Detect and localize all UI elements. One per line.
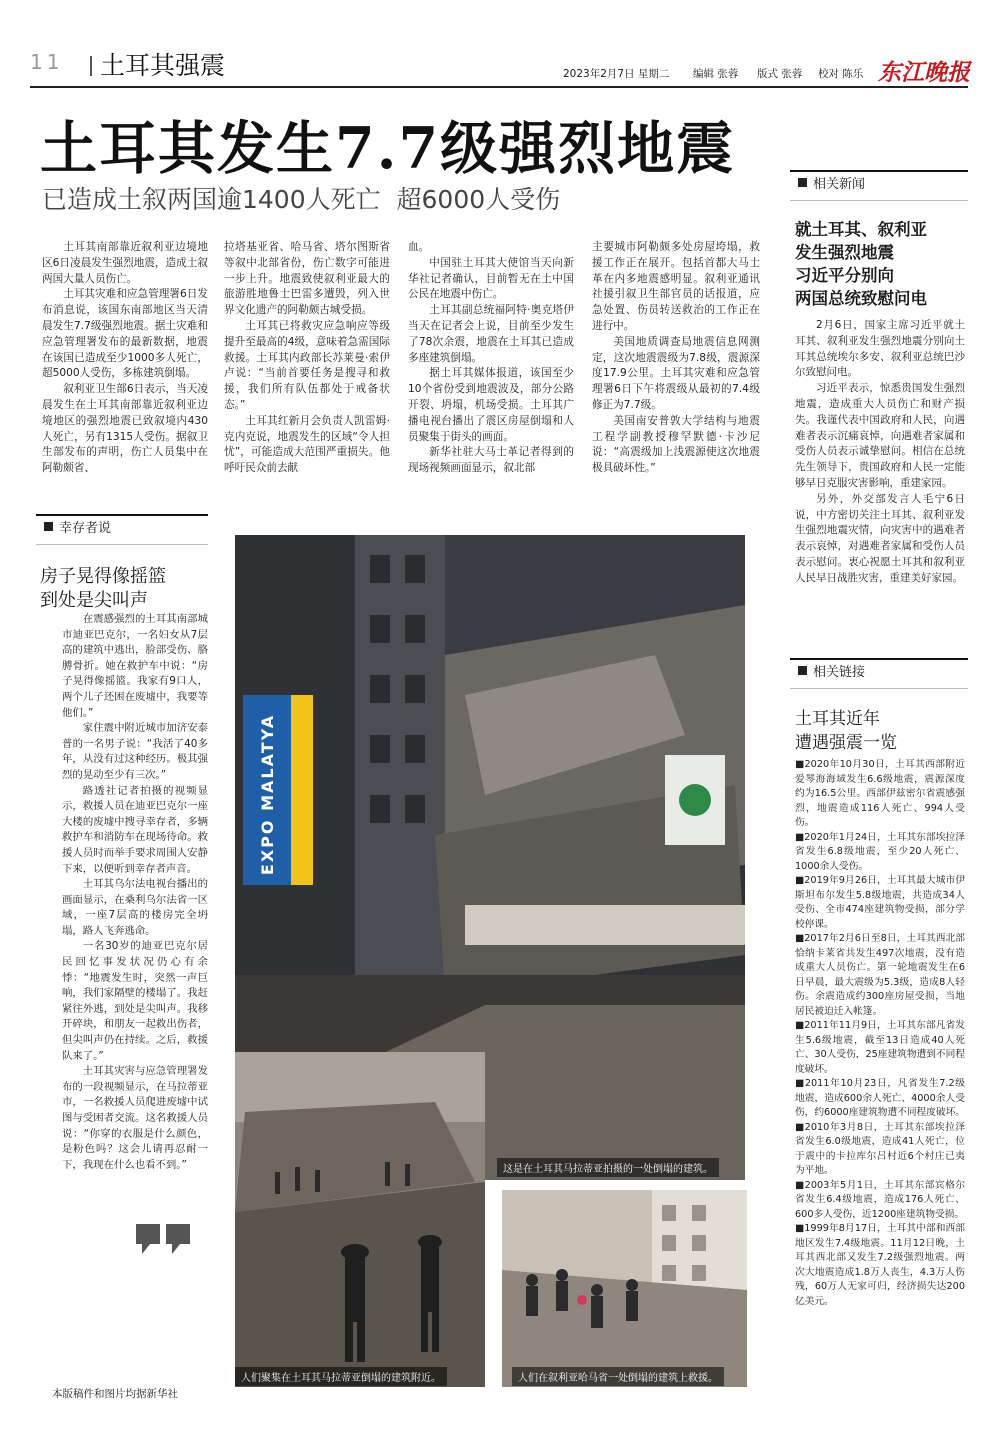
related-links-headline-1: 土耳其近年 [795, 709, 880, 729]
article-paragraph: 在震感强烈的土耳其南部城市迪亚巴克尔，一名妇女从7层高的建筑中逃出，脸部受伤、胳膊骨折。她在救护车中说：“房子晃得像摇篮。我家有9口人，两个儿子还困在废墟中，我要等他们。” [62, 613, 208, 719]
list-item: ■1999年8月17日，土耳其中部和西部地区发生7.4级地震。11月12日晚，土耳其西北部又发生7.2级强烈地震。两次大地震造成1.8万人丧生，4.3万人伤残，60万人无家可归，经济损失达200亿美元。 [795, 1223, 965, 1307]
list-item: ■2011年10月23日，凡省发生7.2级地震，造成600余人死亡、4000余人受伤，约6000座建筑物遭不同程度破坏。 [795, 1078, 965, 1118]
list-item: ■2017年2月6日至8日，土耳其西北部恰纳卡莱省共发生497次地震，没有造成重大人员伤亡。第一轮地震发生在6日早晨，最大震级为5.3级，造成8人轻伤。余震造成约300座房屋受损，当地居民被迫迁入帐篷。 [795, 933, 965, 1017]
headline-line: 发生强烈地震 [795, 243, 894, 262]
article-paragraph: 土耳其红新月会负责人凯雷姆·克内克说，地震发生的区域“令人担忧”，可能造成大范围严重损失。他呼吁民众前去献 [224, 414, 390, 475]
article-paragraph: 路透社记者拍摄的视频显示，救援人员在迪亚巴克尔一座大楼的废墟中搜寻幸存者，多辆救护车和消防车在现场待命。救援人员时而举手要求周围人安静下来，以便听到幸存者声音。 [62, 784, 208, 875]
main-headline: 土耳其发生7.7级强烈地震 [40, 115, 736, 182]
page-header [0, 0, 998, 90]
survivors-section-label: 幸存者说 [59, 521, 112, 536]
article-paragraph: 习近平表示，惊悉贵国发生强烈地震，造成重大人员伤亡和财产损失。我谨代表中国政府和人民，向遇难者表示沉痛哀悼，向遇难者家属和受伤人员表示诚挚慰问。相信在总统先生领导下，贵国政府和人民一定能够早日克服灾害影响，重建家园。 [795, 382, 965, 489]
bullet-icon: ■ [795, 831, 805, 843]
article-paragraph: 血。 [408, 241, 430, 253]
quote-mark-icon [134, 1222, 194, 1256]
people-near-rubble-photo [235, 1052, 485, 1387]
section-marker-icon [44, 522, 53, 531]
bullet-icon: ■ [795, 759, 805, 770]
subheadline: 已造成土叙两国逾1400人死亡 超6000人受伤 [42, 185, 561, 214]
list-item: ■2020年10月30日，土耳其西部附近爱琴海海域发生6.6级地震，震源深度约为16.5公里。西部伊兹密尔省震感强烈，地震造成116人死亡、994人受伤。 [795, 759, 965, 828]
article-paragraph: 主要城市阿勒颇多处房屋垮塌，救援工作正在展开。包括首都大马士革在内多地震感明显。叙利亚通讯社援引叙卫生部官员的话报道，应急处置、伤员转送救治的工作正在进行中。 [592, 241, 760, 332]
article-paragraph: 另外，外交部发言人毛宁6日说，中方密切关注土耳其、叙利亚发生强烈地震灾情，向灾害中的遇难者表示哀悼，对遇难者家属和受伤人员表示慰问。衷心祝愿土耳其和叙利亚人民早日战胜灾害，重建美好家园。 [795, 492, 965, 584]
header-divider [90, 56, 92, 76]
masthead-logo: 东江晚报 [878, 59, 970, 86]
layout-credit: 版式 张蓉 [757, 68, 803, 80]
page-number: 11 [30, 50, 64, 74]
headline-line: 习近平分别向 [795, 266, 894, 285]
survivors-headline-1: 房子晃得像摇篮 [40, 566, 166, 587]
bullet-icon: ■ [795, 933, 805, 944]
syria-rescue-photo [502, 1190, 747, 1387]
bullet-icon: ■ [795, 1223, 805, 1234]
survivors-article [62, 612, 208, 1173]
article-paragraph: 美国南安普敦大学结构与地震工程学副教授穆罕默德·卡沙尼说：“高震级加上浅震源使这次地震极具破坏性。” [592, 414, 760, 475]
section-marker-icon [798, 666, 807, 675]
related-links-list [795, 758, 965, 1309]
article-paragraph: 中国驻土耳其大使馆当天向新华社记者确认，目前暂无在土中国公民在地震中伤亡。 [408, 256, 574, 301]
left-photo-caption: 人们聚集在土耳其马拉蒂亚倒塌的建筑附近。 [235, 1367, 447, 1386]
article-paragraph: 新华社驻大马士革记者得到的现场视频画面显示，叙北部 [408, 446, 574, 475]
headline-line: 就土耳其、叙利亚 [795, 220, 927, 239]
bullet-icon: ■ [795, 875, 805, 886]
related-links-headline-2: 遭遇强震一览 [795, 733, 897, 753]
main-photo-caption: 这是在土耳其马拉蒂亚拍摄的一处倒塌的建筑。 [497, 1158, 719, 1177]
related-news-section-bar [790, 170, 968, 201]
related-news-article [795, 318, 965, 587]
list-item: ■2010年3月8日，土耳其东部埃拉泽省发生6.0级地震，造成41人死亡，位于震中的卡拉库尔吕村近6个村庄已夷为平地。 [795, 1121, 966, 1176]
main-article-col-1 [42, 240, 208, 477]
bullet-icon: ■ [795, 1179, 805, 1191]
main-article-col-3 [408, 240, 574, 477]
date-line: 2023年2月7日 星期二 [563, 68, 670, 80]
right-photo-caption: 人们在叙利亚哈马省一处倒塌的建筑上救援。 [512, 1367, 724, 1386]
list-item: ■2003年5月1日，土耳其东部宾格尔省发生6.4级地震，造成176人死亡、600多人受伤，近1200座建筑物受损。 [795, 1179, 966, 1220]
bullet-icon: ■ [795, 1078, 805, 1089]
source-note: 本版稿件和图片均据新华社 [52, 1388, 178, 1400]
main-article-col-2 [224, 240, 390, 477]
headline-line: 两国总统致慰问电 [795, 289, 927, 308]
article-paragraph: 据土耳其媒体报道，该国至少10个省份受到地震波及，部分公路开裂、坍塌，机场受损。土耳其广播电视台播出了震区房屋倒塌和人员聚集于街头的画面。 [408, 367, 574, 443]
article-paragraph: 2月6日，国家主席习近平就土耳其、叙利亚发生强烈地震分别向土耳其总统埃尔多安、叙利亚总统巴沙尔致慰问电。 [795, 319, 965, 379]
survivors-section-bar [36, 514, 208, 545]
bullet-icon: ■ [795, 1121, 805, 1133]
related-links-label: 相关链接 [813, 665, 866, 680]
related-news-headline [795, 218, 927, 310]
main-article-col-4 [592, 240, 760, 477]
article-paragraph: 土耳其灾害与应急管理署发布的一段视频显示，在马拉蒂亚市，一名救援人员爬进废墟中试图与受困者交流。这名救援人员说：“你穿的衣服是什么颜色，是粉色吗？这会儿请再忍耐一下，我现在什么也看不到。” [62, 1065, 208, 1171]
proof-credit: 校对 陈乐 [818, 68, 864, 80]
article-paragraph: 一名30岁的迪亚巴克尔居民回忆事发状况仍心有余悸：“地震发生时，突然一声巨响，我们家隔壁的楼塌了。我赶紧往外逃，到处是尖叫声。我移开碎块，和朋友一起救出伤者，但尖叫声仍在持续。之后，救援队来了。” [62, 940, 208, 1062]
list-item: ■2019年9月26日，土耳其最大城市伊斯坦布尔发生5.8级地震，共造成34人受伤、全市474座建筑物受损，部分学校停课。 [795, 875, 965, 930]
editor-credit: 编辑 张蓉 [693, 68, 739, 80]
expo-sign-text: EXPO MALATYA [258, 713, 278, 876]
related-news-label: 相关新闻 [813, 177, 866, 192]
article-paragraph: 美国地质调查局地震信息网测定，这次地震震级为7.8级，震源深度17.9公里。土耳其灾难和应急管理署6日下午将震级从最初的7.4级修正为7.7级。 [592, 335, 760, 411]
header-rule [30, 86, 968, 88]
article-paragraph: 土耳其乌尔法电视台播出的画面显示，在桑利乌尔法省一区域，一座7层高的楼房完全坍塌，路人飞奔逃命。 [62, 878, 208, 937]
article-paragraph: 叙利亚卫生部6日表示，当天凌晨发生在土耳其南部靠近叙利亚边境地区的强烈地震已致叙境内430人死亡，另有1315人受伤。据叙卫生部发布的声明，伤亡人员集中在阿勒颇省、 [42, 383, 208, 475]
section-title: 土耳其强震 [100, 51, 226, 80]
article-paragraph: 土耳其灾难和应急管理署6日发布消息说，该国东南部地区当天清晨发生7.7级强烈地震。据土灾难和应急管理署发布的最新数据，地震在该国已造成至少1000多人死亡，超5000人受伤，多栋建筑倒塌。 [42, 288, 208, 380]
article-paragraph: 土耳其副总统福阿特·奥克塔伊当天在记者会上说，目前至少发生了78次余震，地震在土耳其已造成多座建筑倒塌。 [408, 304, 574, 364]
article-paragraph: 家住震中附近城市加济安泰普的一名男子说：“我活了40多年，从没有过这种经历。极其强烈的晃动至少有三次。” [62, 722, 208, 781]
section-marker-icon [798, 178, 807, 187]
related-links-section-bar [790, 658, 968, 689]
bullet-icon: ■ [795, 1020, 805, 1031]
article-paragraph: 土耳其南部靠近叙利亚边境地区6日凌晨发生强烈地震，造成土叙两国大量人员伤亡。 [42, 241, 208, 285]
list-item: ■2011年11月9日，土耳其东部凡省发生5.6级地震，截至13日造成40人死亡、30人受伤，25座建筑物遭到不同程度破坏。 [795, 1020, 965, 1075]
article-paragraph: 土耳其已将救灾应急响应等级提升至最高的4级，意味着急需国际救援。土耳其内政部长苏莱曼·索伊卢说：“当前首要任务是搜寻和救援，我们所有队伍都处于戒备状态。” [224, 319, 390, 411]
survivors-headline-2: 到处是尖叫声 [40, 590, 148, 611]
list-item: ■2020年1月24日，土耳其东部埃拉泽省发生6.8级地震，至少20人死亡、1000余人受伤。 [795, 831, 965, 872]
article-paragraph: 拉塔基亚省、哈马省、塔尔图斯省等叙中北部省份，伤亡数字可能进一步上升。地震致使叙利亚最大的旅游胜地鲁士巴雷多遭毁，列入世界文化遗产的阿勒颇古城受损。 [224, 241, 390, 317]
